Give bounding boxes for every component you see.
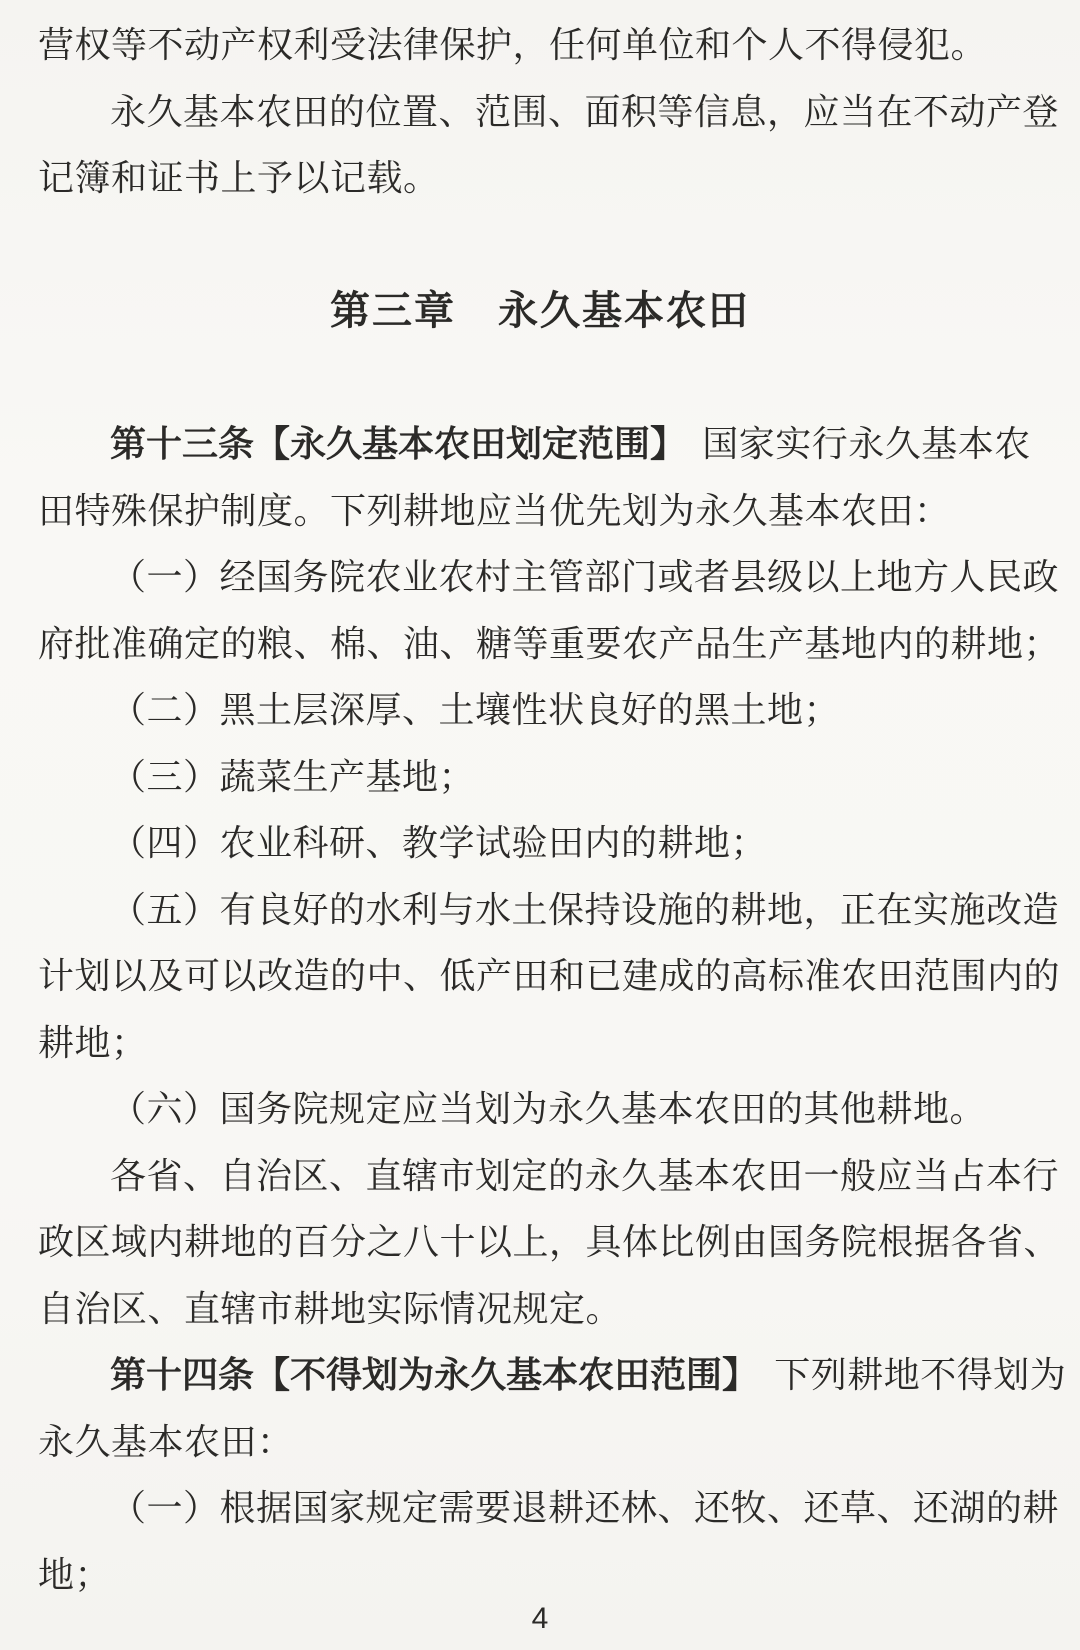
line-text: 营权等不动产权利受法律保护，任何单位和个人不得侵犯。 [38, 25, 988, 65]
chapter-heading: 第三章 永久基本农田 [330, 288, 750, 333]
line-text: （一）根据国家规定需要退耕还林、还牧、还草、还湖的耕 [110, 1488, 1060, 1528]
text-line [38, 79, 1060, 146]
line-text: 各省、自治区、直辖市划定的永久基本农田一般应当占本行 [110, 1155, 1060, 1196]
article-label: 第十四条【不得划为永久基本农田范围】 [110, 1354, 759, 1395]
line-text: （二）黑土层深厚、土壤性状良好的黑土地； [110, 690, 841, 730]
text-line [38, 1076, 1042, 1143]
line-text: 田特殊保护制度。下列耕地应当优先划为永久基本农田： [38, 490, 951, 531]
text-line [38, 1010, 1042, 1077]
text-line [38, 478, 1042, 545]
text-line [38, 1342, 1067, 1409]
text-line [38, 810, 1042, 877]
line-text: 下列耕地不得划为 [774, 1355, 1067, 1395]
line-text: 记簿和证书上予以记载。 [38, 158, 440, 198]
text-line [38, 611, 1061, 678]
line-text: 耕地； [38, 1022, 148, 1063]
text-line [38, 1143, 1060, 1210]
page-number: 4 [531, 1602, 549, 1635]
line-text: 地； [38, 1554, 112, 1595]
line-text: （六）国务院规定应当划为永久基本农田的其他耕地。 [110, 1089, 987, 1129]
text-line [38, 943, 1061, 1010]
line-text: 国家实行永久基本农 [702, 424, 1031, 464]
line-text: （五）有良好的水利与水土保持设施的耕地，正在实施改造 [110, 889, 1060, 930]
text-line [38, 877, 1060, 944]
text-line [38, 1542, 1042, 1609]
text-line [38, 12, 1042, 79]
line-text: 永久基本农田： [38, 1421, 294, 1462]
text-line [38, 544, 1060, 611]
text-line [38, 411, 1042, 478]
text-line [38, 1209, 1061, 1276]
text-line [38, 145, 1042, 212]
text-line [38, 1276, 1042, 1343]
line-spacer [38, 212, 1042, 279]
line-text: 府批准确定的粮、棉、油、糖等重要农产品生产基地内的耕地； [38, 623, 1061, 664]
text-line [38, 1409, 1042, 1476]
line-text: （一）经国务院农业农村主管部门或者县级以上地方人民政 [110, 557, 1060, 597]
line-text: 计划以及可以改造的中、低产田和已建成的高标准农田范围内的 [38, 956, 1061, 996]
text-line [38, 744, 1042, 811]
document-body [38, 12, 1067, 1608]
line-text: （四）农业科研、教学试验田内的耕地； [110, 823, 768, 863]
line-text: 永久基本农田的位置、范围、面积等信息，应当在不动产登 [110, 91, 1060, 132]
article-label: 第十三条【永久基本农田划定范围】 [110, 423, 687, 464]
text-line [38, 1475, 1060, 1542]
line-text: 自治区、直辖市耕地实际情况规定。 [38, 1288, 623, 1329]
text-line [38, 677, 1042, 744]
line-text: （三）蔬菜生产基地； [110, 756, 476, 797]
line-spacer [38, 345, 1042, 412]
line-text: 政区域内耕地的百分之八十以上，具体比例由国务院根据各省、 [38, 1222, 1061, 1262]
